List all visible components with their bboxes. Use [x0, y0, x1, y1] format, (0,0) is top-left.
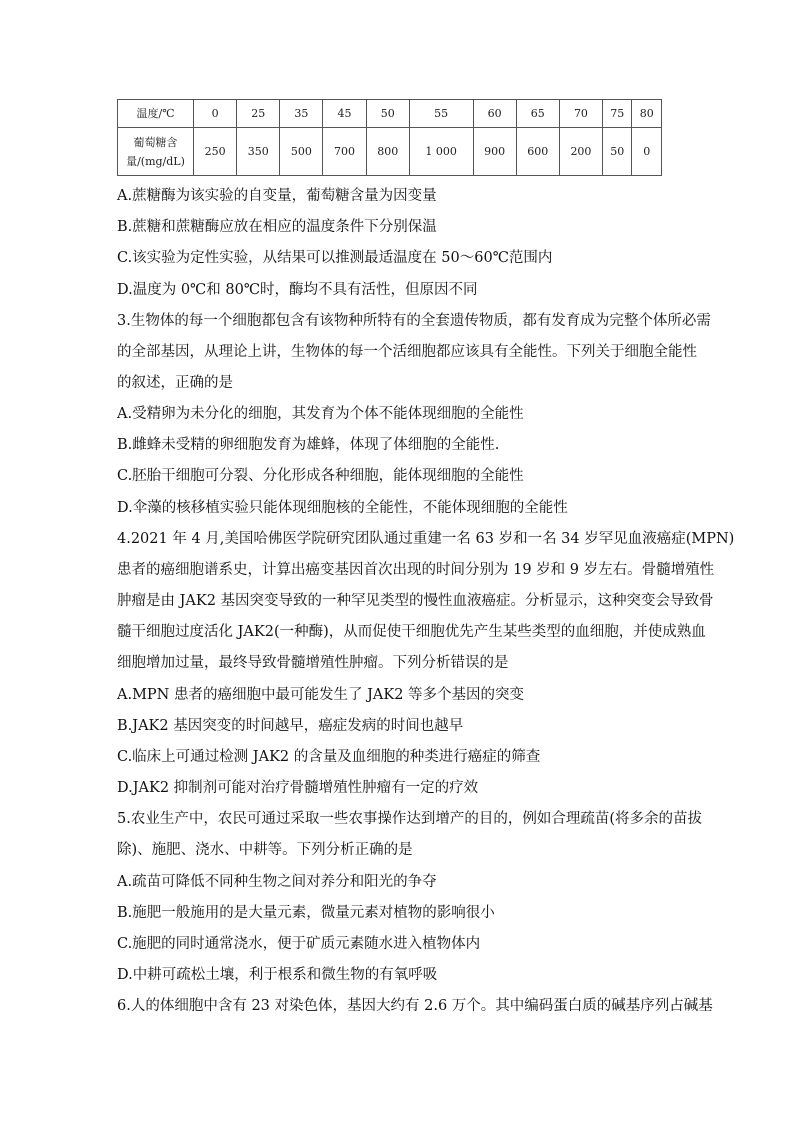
question-line: 除)、施肥、浇水、中耕等。下列分析正确的是: [117, 842, 413, 858]
glucose-cell: 0: [632, 128, 662, 176]
option-line: D.温度为 0℃和 80℃时，酶均不具有活性，但原因不同: [117, 282, 478, 298]
glucose-cell: 500: [280, 128, 323, 176]
glucose-cell: 800: [366, 128, 409, 176]
option-line: A.疏苗可降低不同种生物之间对养分和阳光的争夺: [117, 874, 437, 890]
temperature-row: [118, 100, 662, 128]
question-line: 患者的癌细胞谱系史，计算出癌变基因首次出现的时间分别为 19 岁和 9 岁左右。骨髓增殖性: [117, 562, 715, 578]
temperature-glucose-table: [117, 99, 662, 176]
option-line: A.受精卵为未分化的细胞，其发育为个体不能体现细胞的全能性: [117, 406, 524, 422]
option-line: B.雌蜂未受精的卵细胞发育为雄蜂，体现了体细胞的全能性.: [117, 437, 500, 453]
glucose-cell: 600: [516, 128, 559, 176]
option-line: C.胚胎干细胞可分裂、分化形成各种细胞，能体现细胞的全能性: [117, 468, 524, 484]
glucose-header: [118, 128, 194, 176]
glucose-cell: 350: [237, 128, 280, 176]
glucose-row: [118, 128, 662, 176]
temperature-cell: 35: [280, 100, 323, 128]
glucose-cell: 700: [323, 128, 366, 176]
question-line: 的全部基因，从理论上讲，生物体的每一个活细胞都应该具有全能性。下列关于细胞全能性: [117, 344, 697, 360]
option-line: C.该实验为定性实验，从结果可以推测最适温度在 50～60℃范围内: [117, 250, 553, 266]
temperature-header: 温度/℃: [118, 100, 194, 128]
temperature-cell: 70: [559, 100, 602, 128]
option-line: A.蔗糖酶为该实验的自变量，葡萄糖含量为因变量: [117, 188, 437, 204]
temperature-cell: 55: [409, 100, 473, 128]
question-line: 4.2021 年 4 月,美国哈佛医学院研究团队通过重建一名 63 岁和一名 34 岁罕见血液癌症(MPN): [117, 531, 735, 547]
option-line: D.JAK2 抑制剂可能对治疗骨髓增殖性肿瘤有一定的疗效: [117, 780, 479, 796]
option-line: B.蔗糖和蔗糖酶应放在相应的温度条件下分别保温: [117, 219, 437, 235]
glucose-cell: 900: [473, 128, 516, 176]
option-line: D.中耕可疏松土壤，利于根系和微生物的有氧呼吸: [117, 967, 438, 983]
option-line: A.MPN 患者的癌细胞中最可能发生了 JAK2 等多个基因的突变: [117, 687, 525, 703]
glucose-header-line2: 量/(mg/dL): [126, 154, 185, 168]
option-line: D.伞藻的核移植实验只能体现细胞核的全能性，不能体现细胞的全能性: [117, 500, 568, 516]
temperature-cell: 25: [237, 100, 280, 128]
glucose-cell: 50: [603, 128, 632, 176]
glucose-cell: 1 000: [409, 128, 473, 176]
temperature-cell: 45: [323, 100, 366, 128]
temperature-cell: 0: [194, 100, 237, 128]
question-line: 5.农业生产中，农民可通过采取一些农事操作达到增产的目的，例如合理疏苗(将多余的苗拔: [117, 811, 702, 827]
temperature-cell: 65: [516, 100, 559, 128]
option-line: B.施肥一般施用的是大量元素，微量元素对植物的影响很小: [117, 905, 495, 921]
question-line: 的叙述，正确的是: [117, 375, 233, 391]
option-line: B.JAK2 基因突变的时间越早，癌症发病的时间也越早: [117, 718, 464, 734]
question-line: 肿瘤是由 JAK2 基因突变导致的一种罕见类型的慢性血液癌症。分析显示，这种突变会导致骨: [117, 593, 714, 609]
glucose-cell: 200: [559, 128, 602, 176]
question-line: 髓干细胞过度活化 JAK2(一种酶)，从而促使干细胞优先产生某些类型的血细胞，并使成熟血: [117, 624, 706, 640]
question-line: 细胞增加过量，最终导致骨髓增殖性肿瘤。下列分析错误的是: [117, 655, 509, 671]
temperature-cell: 80: [632, 100, 662, 128]
temperature-cell: 60: [473, 100, 516, 128]
temperature-cell: 75: [603, 100, 632, 128]
glucose-header-line1: 葡萄糖含: [133, 135, 178, 149]
temperature-cell: 50: [366, 100, 409, 128]
question-line: 6.人的体细胞中含有 23 对染色体，基因大约有 2.6 万个。其中编码蛋白质的碱基序列占碱基: [117, 998, 713, 1014]
option-line: C.临床上可通过检测 JAK2 的含量及血细胞的种类进行癌症的筛查: [117, 749, 541, 765]
option-line: C.施肥的同时通常浇水，便于矿质元素随水进入植物体内: [117, 936, 481, 952]
question-line: 3.生物体的每一个细胞都包含有该物种所特有的全套遗传物质，都有发育成为完整个体所必需: [117, 313, 711, 329]
glucose-cell: 250: [194, 128, 237, 176]
